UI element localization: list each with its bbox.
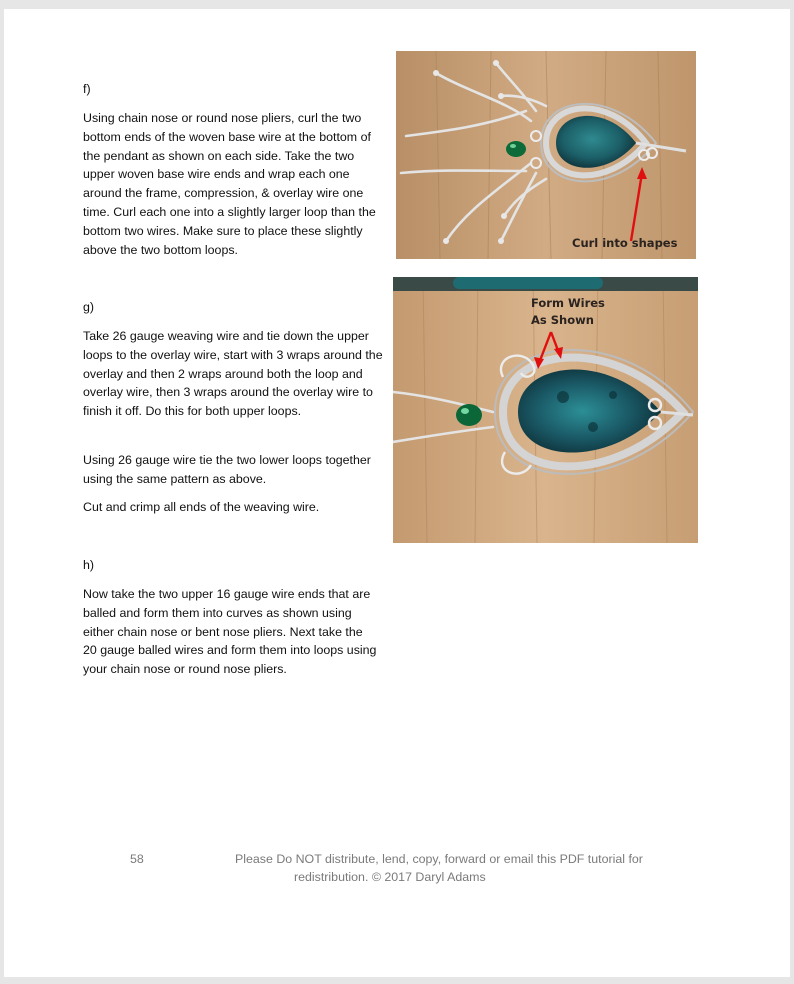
step-g-paragraph-3: Cut and crimp all ends of the weaving wire. — [83, 500, 320, 514]
step-g-label: g) — [83, 300, 95, 314]
step-g-paragraph-1: Take 26 gauge weaving wire and tie down the upper loops to the overlay wire, start with 3 wraps around the overlay and then 2 wraps around both the loop and overlay wire, then 3 wraps around the overlay wire to finish it off. Do this for both upper loops. — [83, 329, 383, 419]
document-page — [4, 9, 790, 977]
footer-notice-line1: Please Do NOT distribute, lend, copy, forward or email this PDF tutorial for — [235, 852, 643, 866]
step-f-paragraph: Using chain nose or round nose pliers, curl the two bottom ends of the woven base wire at the bottom of the pendant as shown on each side. Take the two upper woven base wire ends and wrap each one around the frame, compression, & overlay wire one time. Curl each one into a slightly larger loop than the bottom two wires. Make sure to place these slightly above the two bottom loops. — [83, 111, 376, 257]
photo-g-caption-line2: As Shown — [531, 313, 594, 327]
photo-step-f — [396, 51, 696, 259]
photo-g-caption-line1: Form Wires — [531, 296, 605, 310]
footer-notice-line2: redistribution. © 2017 Daryl Adams — [294, 870, 486, 884]
step-g-paragraph-2: Using 26 gauge wire tie the two lower loops together using the same pattern as above. — [83, 453, 371, 486]
page-number: 58 — [130, 852, 144, 866]
step-h-paragraph: Now take the two upper 16 gauge wire ends that are balled and form them into curves as shown using either chain nose or bent nose pliers. Next take the 20 gauge balled wires and form them into loops using your chain nose or round nose pliers. — [83, 587, 377, 677]
step-h-label: h) — [83, 558, 95, 572]
photo-step-g — [393, 277, 698, 543]
photo-f-caption: Curl into shapes — [572, 236, 678, 250]
step-f-label: f) — [83, 82, 91, 96]
